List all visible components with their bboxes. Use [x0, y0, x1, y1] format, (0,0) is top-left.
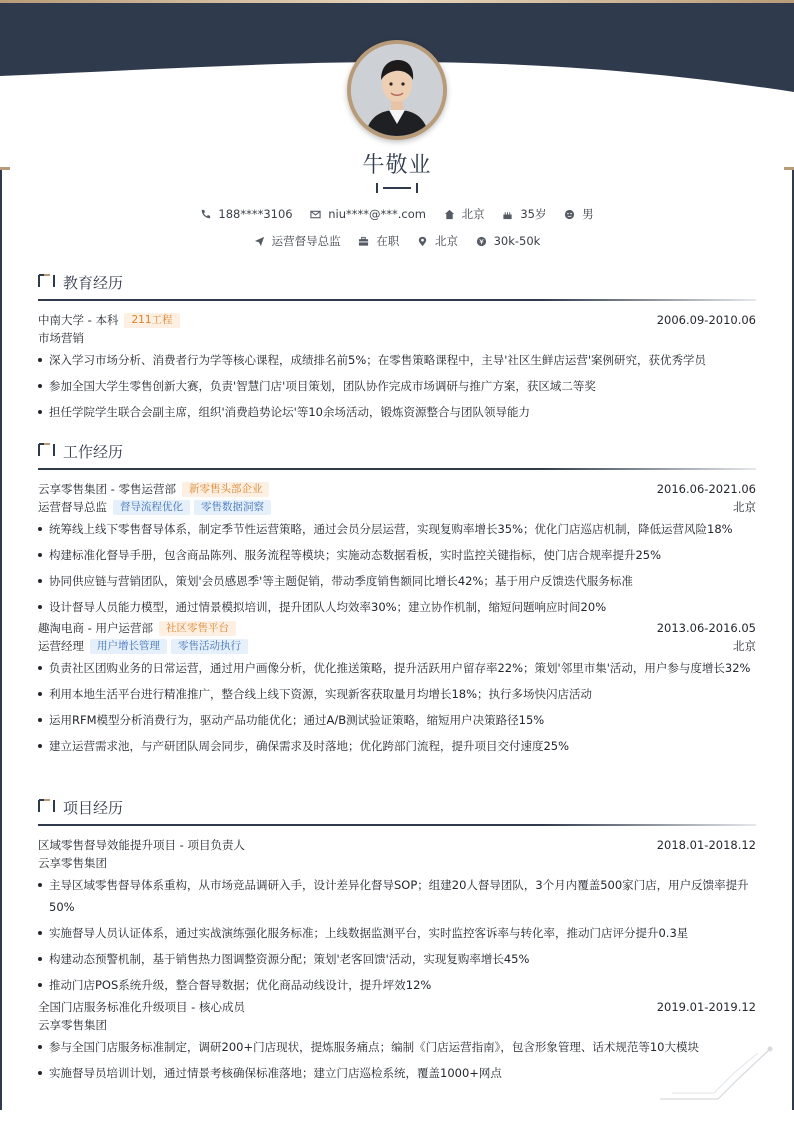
intent-city: 北京: [417, 233, 458, 249]
section-rule: [38, 299, 756, 301]
list-item: 构建动态预警机制，基于销售热力图调整资源分配；策划'老客回馈'活动，实现复购率增长45%: [38, 948, 756, 970]
intent-salary: 30k-50k: [476, 234, 541, 248]
work-date: 2013.06-2016.05: [656, 621, 756, 635]
section-bracket-icon: [38, 799, 56, 813]
location-icon: [417, 236, 428, 247]
job-intent-row: [0, 233, 794, 250]
list-item: 推动门店POS系统升级，整合督导数据；优化商品动线设计，提升坪效12%: [38, 974, 756, 996]
send-icon: [254, 236, 265, 247]
skill-tag: 零售数据洞察: [194, 500, 271, 515]
work-bullets: [38, 518, 756, 618]
school-tag: 211工程: [124, 313, 179, 328]
project-bullets: [38, 874, 756, 996]
work-bullets: [38, 657, 756, 757]
job-position: 运营经理: [38, 639, 84, 653]
project-org: 云享零售集团: [38, 856, 107, 870]
project-name: 区域零售督导效能提升项目 - 项目负责人: [38, 838, 245, 852]
company-name: 趣淘电商 - 用户运营部: [38, 621, 153, 635]
project-org: 云享零售集团: [38, 1018, 107, 1032]
work-entry-2: [38, 619, 756, 761]
list-item: 参与全国门店服务标准制定，调研200+门店现状，提炼服务痛点；编制《门店运营指南》，包含形象管理、话术规范等10大模块: [38, 1036, 756, 1058]
education-title: 教育经历: [63, 274, 124, 292]
candidate-name: 牛敬业: [362, 153, 432, 178]
project-title: 项目经历: [63, 799, 124, 817]
intent-status: 在职: [358, 233, 399, 249]
cake-icon: [502, 209, 513, 220]
list-item: 设计督导人员能力模型，通过情景模拟培训，提升团队人均效率30%；建立协作机制，缩短问题响应时间20%: [38, 596, 756, 618]
project-date: 2018.01-2018.12: [656, 838, 756, 852]
left-border-line: [0, 170, 2, 1110]
contact-email: niu****@***.com: [310, 207, 426, 221]
contact-gender: 男: [564, 206, 594, 222]
skill-tag: 用户增长管理: [90, 639, 167, 654]
list-item: 担任学院学生联合会副主席，组织'消费趋势论坛'等10余场活动，锻炼资源整合与团队领导能力: [38, 401, 756, 423]
work-city: 北京: [733, 500, 756, 514]
contact-age: 35岁: [502, 206, 546, 222]
work-section-header: [38, 441, 756, 471]
education-entry: [38, 311, 756, 427]
school-name: 中南大学 - 本科: [38, 313, 119, 327]
work-entry-1: [38, 480, 756, 622]
list-item: 主导区域零售督导体系重构，从市场竞品调研入手，设计差异化督导SOP；组建20人督导团队，3个月内覆盖500家门店，用户反馈率提升50%: [38, 874, 756, 918]
job-position: 运营督导总监: [38, 500, 107, 514]
list-item: 建立运营需求池，与产研团队周会同步，确保需求及时落地；优化跨部门流程，提升项目交付速度25%: [38, 735, 756, 757]
education-bullets: [38, 349, 756, 423]
list-item: 协同供应链与营销团队，策划'会员感恩季'等主题促销，带动季度销售额同比增长42%；基于用户反馈迭代服务标准: [38, 570, 756, 592]
education-section-header: [38, 272, 756, 302]
contact-phone: 188****3106: [200, 207, 292, 221]
gender-icon: [564, 209, 575, 220]
section-bracket-icon: [38, 443, 56, 457]
salary-icon: [476, 236, 487, 247]
list-item: 统筹线上线下零售督导体系，制定季节性运营策略，通过会员分层运营，实现复购率增长35%；优化门店巡店机制，降低运营风险18%: [38, 518, 756, 540]
list-item: 利用本地生活平台进行精准推广，整合线上线下资源，实现新客获取量月均增长18%；执行多场快闪店活动: [38, 683, 756, 705]
project-section-header: [38, 797, 756, 827]
project-entry-2: [38, 998, 756, 1088]
company-tag: 社区零售平台: [159, 621, 236, 636]
project-bullets: [38, 1036, 756, 1084]
header-gold-strip: [0, 0, 794, 3]
phone-icon: [200, 209, 211, 220]
work-city: 北京: [733, 639, 756, 653]
avatar-frame: [347, 40, 447, 140]
section-rule: [38, 468, 756, 470]
project-name: 全国门店服务标准化升级项目 - 核心成员: [38, 1000, 245, 1014]
skill-tag: 零售活动执行: [171, 639, 248, 654]
education-date: 2006.09-2010.06: [656, 313, 756, 327]
intent-position: 运营督导总监: [254, 233, 341, 249]
list-item: 实施督导员培训计划，通过情景考核确保标准落地；建立门店巡检系统，覆盖1000+网点: [38, 1062, 756, 1084]
avatar-portrait-icon: [351, 44, 443, 136]
avatar: [351, 44, 443, 136]
company-tag: 新零售头部企业: [182, 482, 270, 497]
section-bracket-icon: [38, 274, 56, 288]
project-date: 2019.01-2019.12: [656, 1000, 756, 1014]
list-item: 负责社区团购业务的日常运营，通过用户画像分析，优化推送策略，提升活跃用户留存率22%；策划'邻里市集'活动，用户参与度增长32%: [38, 657, 756, 679]
project-entry-1: [38, 836, 756, 1000]
list-item: 构建标准化督导手册，包含商品陈列、服务流程等模块；实施动态数据看板，实时监控关键指标，使门店合规率提升25%: [38, 544, 756, 566]
mail-icon: [310, 209, 321, 220]
list-item: 运用RFM模型分析消费行为，驱动产品功能优化；通过A/B测试验证策略，缩短用户决策路径15%: [38, 709, 756, 731]
contact-home: 北京: [444, 206, 485, 222]
name-divider-icon: [374, 182, 420, 194]
skill-tag: 督导流程优化: [113, 500, 190, 515]
company-name: 云享零售集团 - 零售运营部: [38, 482, 176, 496]
major: 市场营销: [38, 331, 84, 345]
section-rule: [38, 824, 756, 826]
corner-decoration-icon: [658, 1043, 774, 1103]
list-item: 深入学习市场分析、消费者行为学等核心课程，成绩排名前5%；在零售策略课程中，主导'社区生鲜店运营'案例研究，获优秀学员: [38, 349, 756, 371]
work-title: 工作经历: [63, 443, 124, 461]
list-item: 实施督导人员认证体系，通过实战演练强化服务标准；上线数据监测平台，实时监控客诉率与转化率，推动门店评分提升0.3星: [38, 922, 756, 944]
home-icon: [444, 209, 455, 220]
list-item: 参加全国大学生零售创新大赛，负责'智慧门店'项目策划，团队协作完成市场调研与推广方案，获区域二等奖: [38, 375, 756, 397]
work-date: 2016.06-2021.06: [656, 482, 756, 496]
briefcase-icon: [358, 236, 369, 247]
contact-row: [0, 206, 794, 223]
